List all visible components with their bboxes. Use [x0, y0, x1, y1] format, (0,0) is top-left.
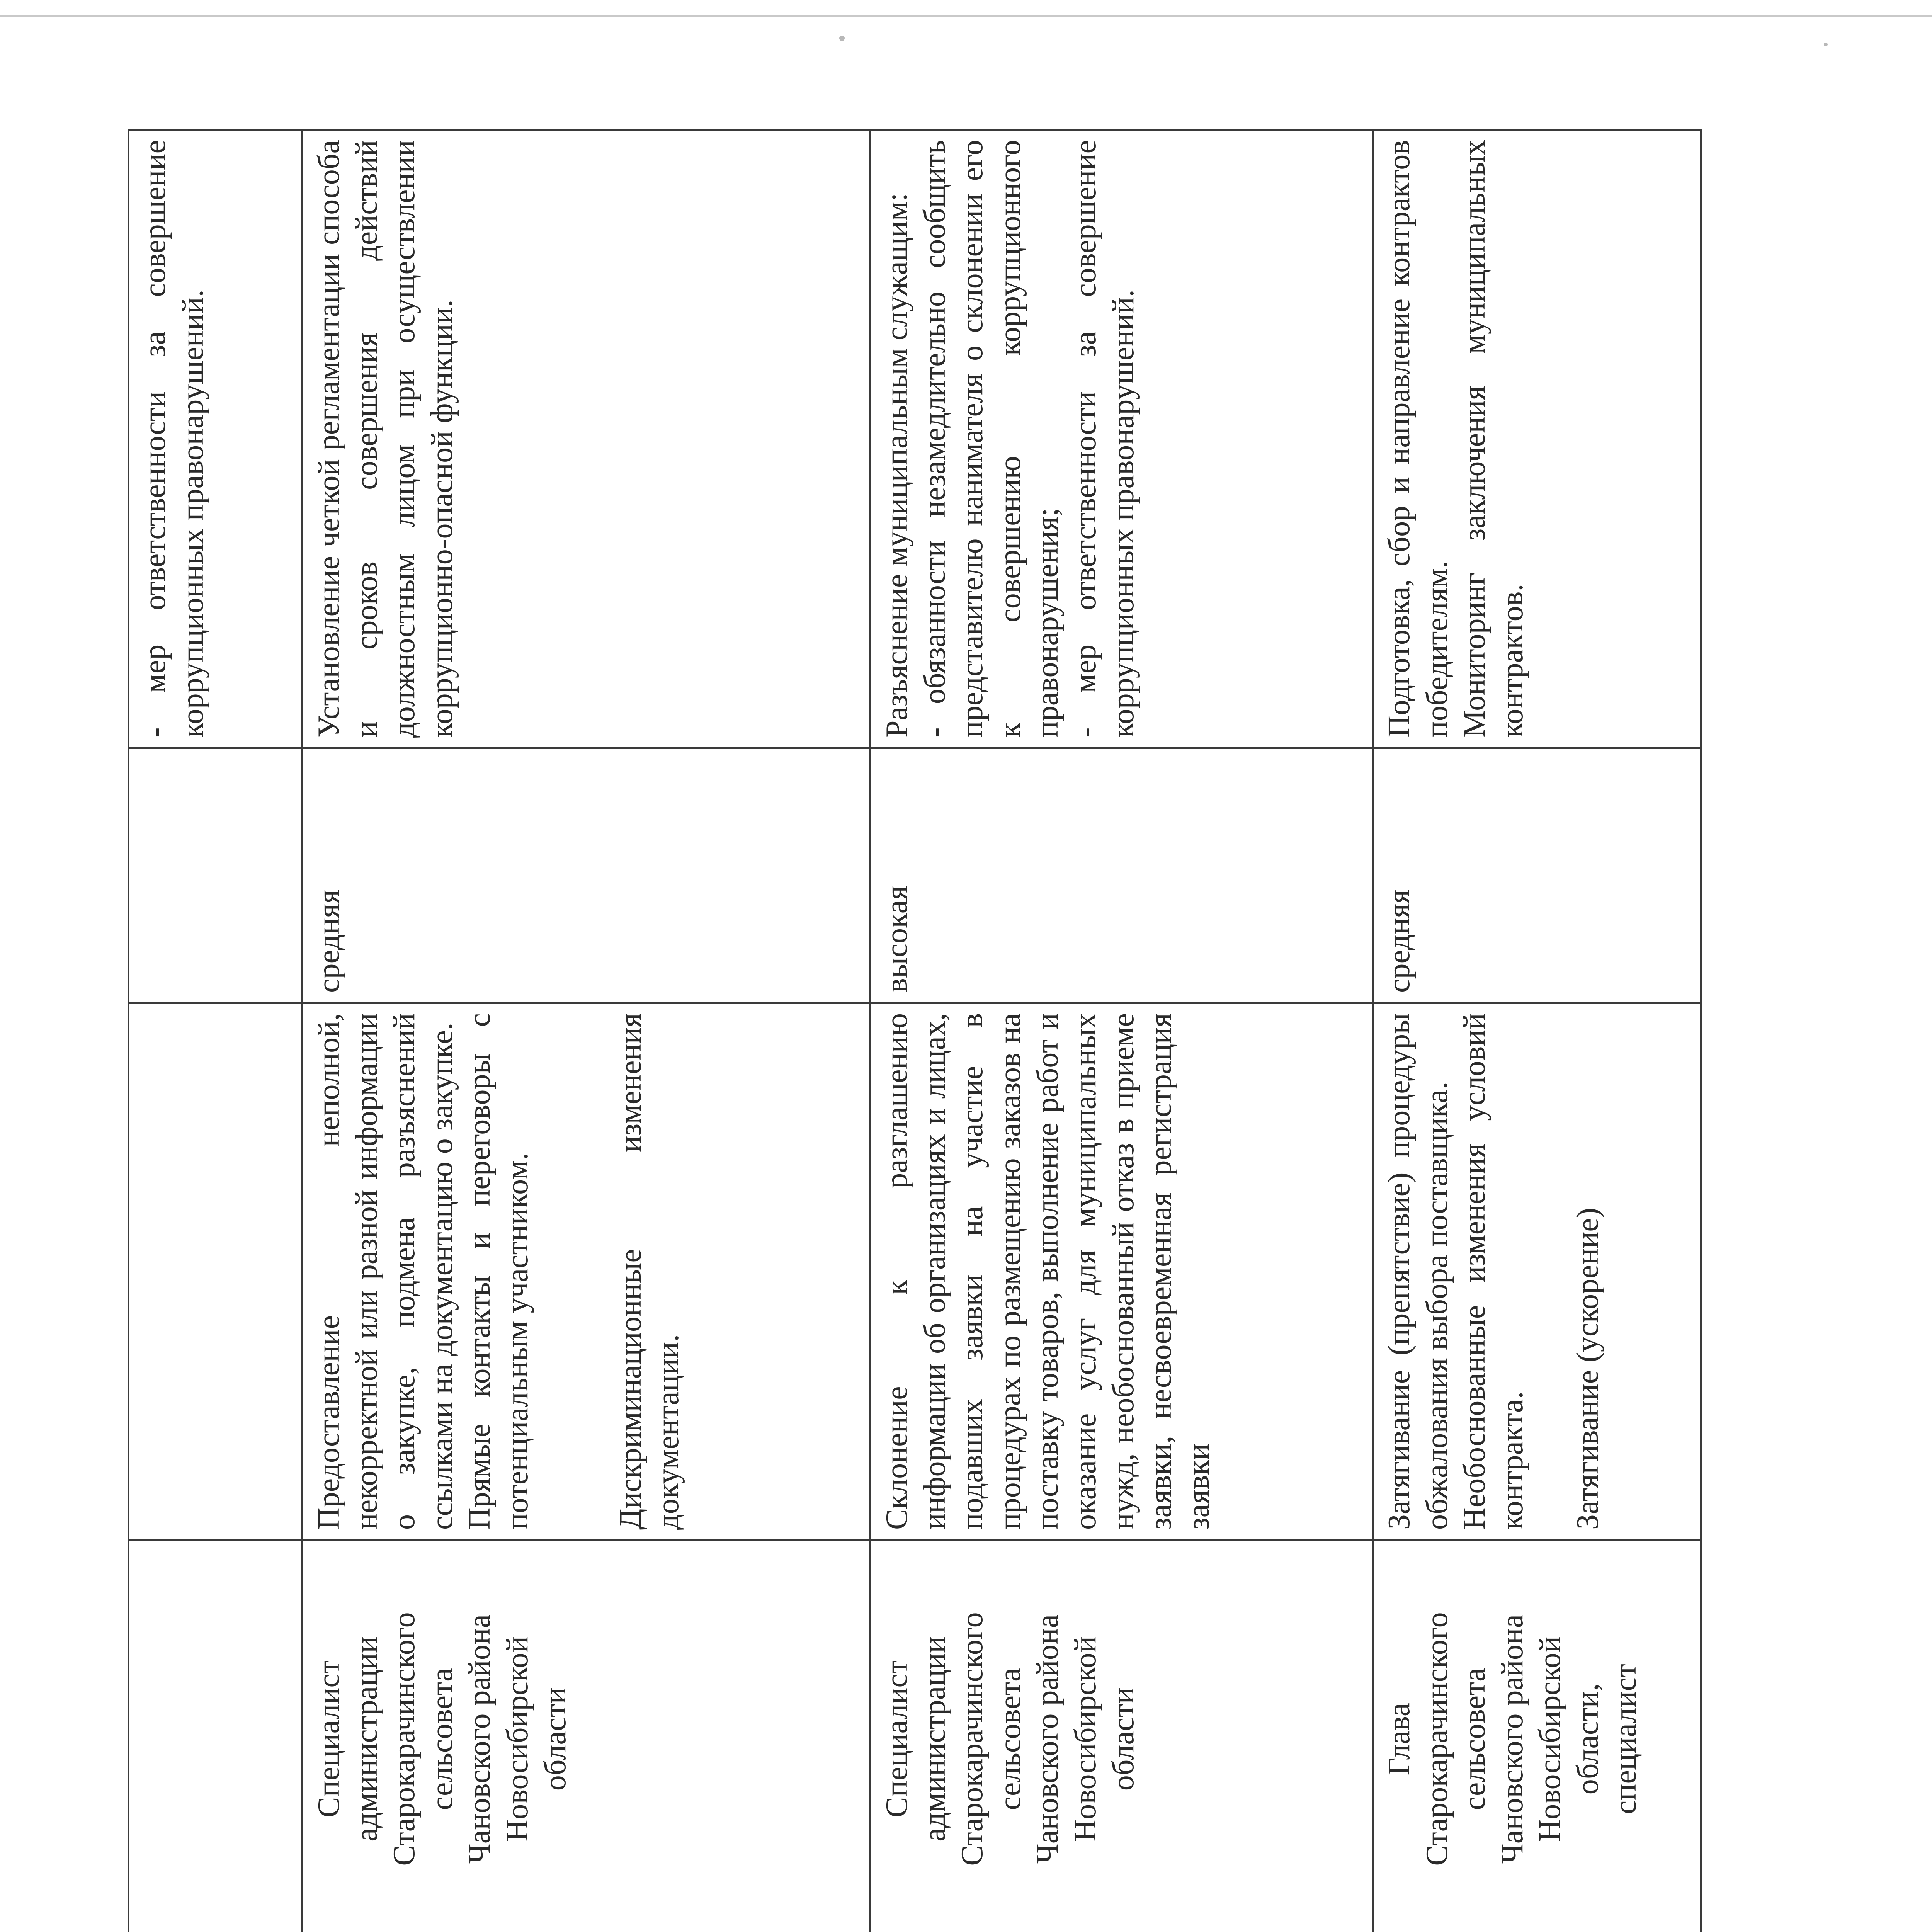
risk-level: средняя — [1373, 748, 1701, 1003]
responsible-person: Глава Старокарачинского сельсовета Чановского района Новосибирской области, специалист — [1373, 1540, 1701, 1932]
responsible-person — [129, 1540, 303, 1932]
mitigation-measures: Разъяснение муниципальным служащим: - обязанности незамедлительно сообщить представителю нанимателя о склонении его к совершению коррупционного правонарушения; - мер ответственности за совершение коррупционных правонарушений. — [871, 130, 1373, 748]
responsible-person: Специалист администрации Старокарачинского сельсовета Чановского района Новосибирской области — [871, 1540, 1373, 1932]
risk-level: высокая — [871, 748, 1373, 1003]
table-row-top — [129, 130, 303, 1932]
mitigation-measures: Подготовка, сбор и направление контрактов победителям. Мониторинг заключения муниципальных контрактов. — [1373, 130, 1701, 748]
risk-level: средняя — [303, 748, 871, 1003]
corruption-risk: Предоставление неполной, некорректной или разной информации о закупке, подмена разъяснений ссылками на документацию о закупке. Прямые контакты и переговоры с потенциальным участником. Дискриминационные изменения документации. — [303, 1003, 871, 1540]
corruption-risk: Склонение к разглашению информации об организациях и лицах, подавших заявки на участие в процедурах по размещению заказов на поставку товаров, выполнение работ и оказание услуг для муниципальных нужд, необоснованный отказ в приеме заявки, несвоевременная регистрация заявки — [871, 1003, 1373, 1540]
corruption-risk — [129, 1003, 303, 1540]
risk-level — [129, 748, 303, 1003]
table-row-7 — [303, 130, 871, 1932]
responsible-person: Специалист администрации Старокарачинского сельсовета Чановского района Новосибирской области — [303, 1540, 871, 1932]
corruption-risk: Затягивание (препятствие) процедуры обжалования выбора поставщика. Необоснованные изменения условий контракта. Затягивание (ускорение) — [1373, 1003, 1701, 1540]
table-row-8 — [871, 130, 1373, 1932]
mitigation-measures: Установление четкой регламентации способа и сроков совершения действий должностным лицом при осуществлении коррупционно-опасной функции. — [303, 130, 871, 748]
corruption-risk-table — [128, 129, 1702, 1932]
table-row-9 — [1373, 130, 1701, 1932]
mitigation-measures: - мер ответственности за совершение коррупционных правонарушений. — [129, 130, 303, 748]
